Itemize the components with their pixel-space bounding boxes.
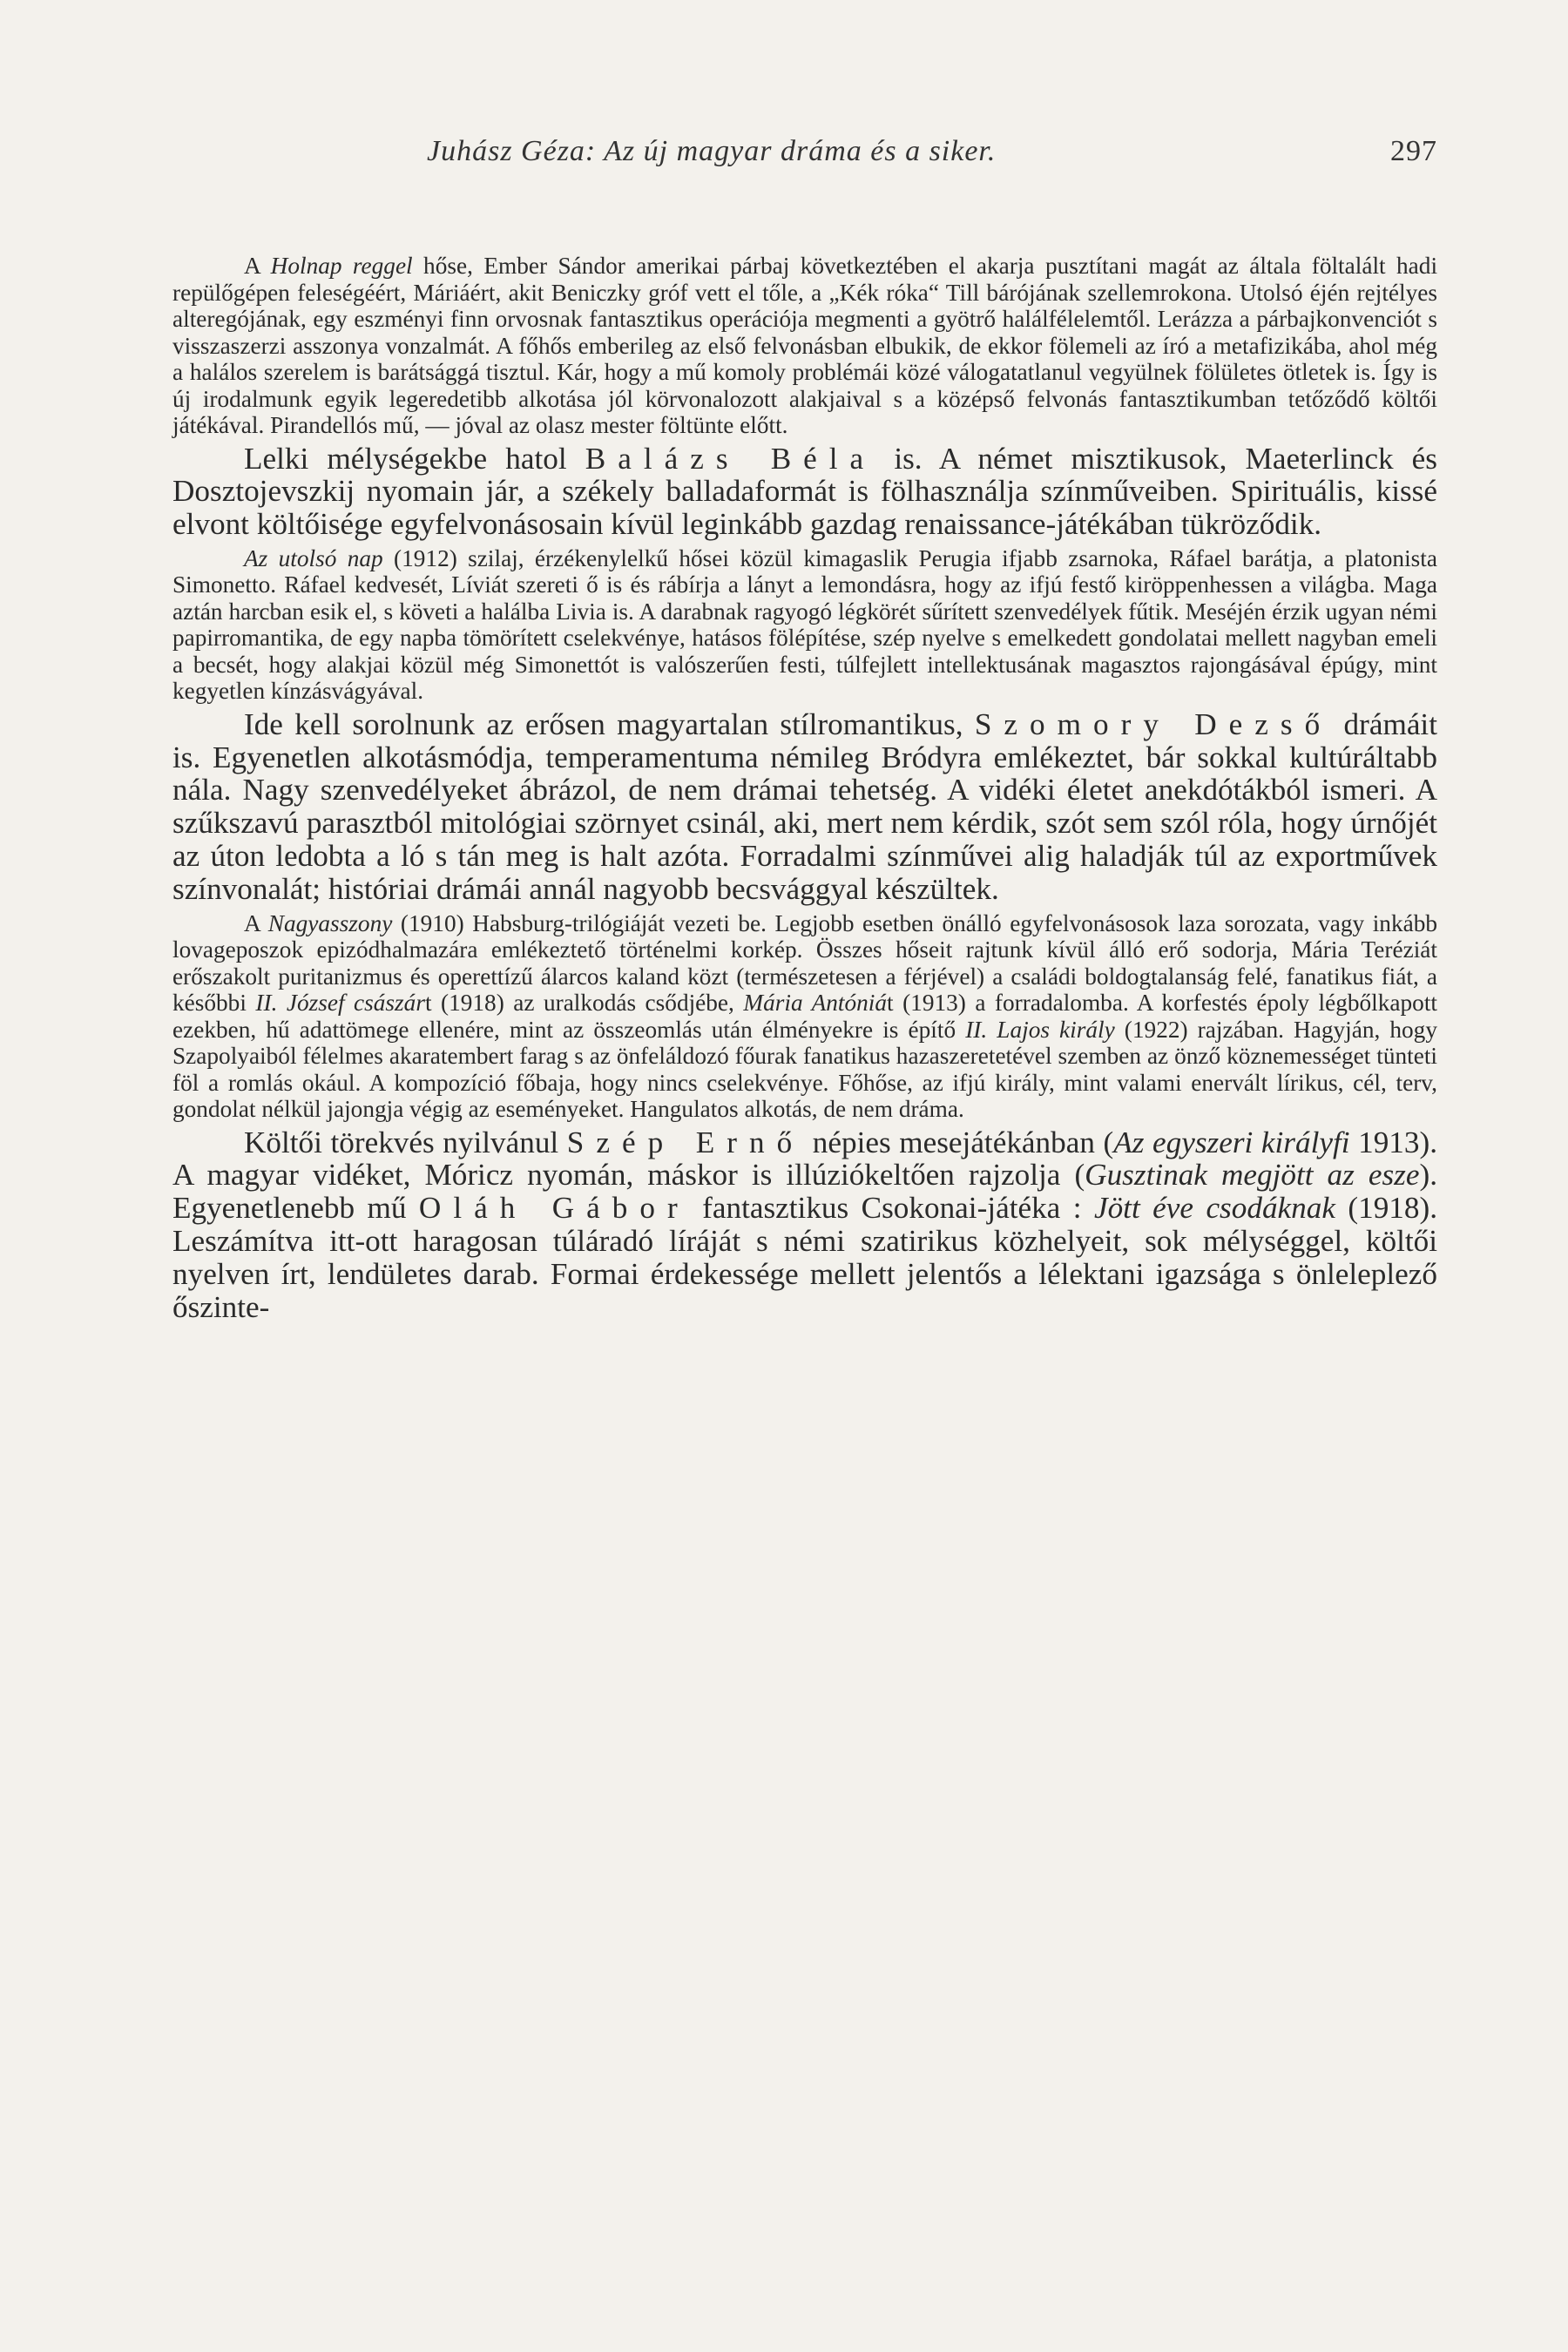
text-run: 1913). A magyar vidéket, Móricz nyomán, máskor is illúziókeltően rajzolja (	[172, 1125, 1438, 1193]
text-run: Ide kell sorolnunk az erősen magyartalan stílromantikus,	[244, 706, 975, 741]
page-number: 297	[1390, 135, 1437, 167]
text-run: ). Egyenetlenebb mű	[172, 1158, 1437, 1226]
page-header	[174, 135, 1437, 179]
italic-title: Az egyszeri királyfi	[1113, 1125, 1350, 1159]
italic-title: Mária Antóniá	[743, 990, 888, 1017]
author-name: Szomory Dezső	[974, 706, 1333, 741]
text-run: hőse, Ember Sándor amerikai párbaj következtében el akarja pusztítani magát az általa föltalált hadi repülőgépen feleségéért, Máriáért, akit Beniczky gróf vett el tőle, a „Kék róka“ Till bárójának szellemrokona. Utolsó éjén rejtélyes alteregójának, egy eszményi finn orvosnak fantasztikus operációja megmenti a gyötrő halálfélelemtől. Lerázza a párbajkonvenciót s visszaszerzi asszonya vonzalmát. A főhős emberileg az első felvonásban elbukik, de ekkor fölemeli az író a metafizikába, ahol még a halálos szerelem is barátsággá tisztul. Kár, hogy a mű komoly problémái közé válogatatlanul vegyülnek fölületes ötletek is. Így is új irodalmunk egyik legeredetibb alkotása jól körvonalozott alakjaival s a középső felvonás fantasztikumban tetőződő költői játékával. Pirandellós mű, — jóval az olasz mester föltünte előtt.	[172, 253, 1438, 438]
paragraph	[172, 545, 1437, 705]
text-run: (1918). Leszámítva itt-ott haragosan túláradó líráját s némi szatirikus közhelyeit, sok mélységgel, költői nyelven írt, lendületes darab. Formai érdekessége mellett jelentős a lélektani igazsága s önleleplező őszinte-	[172, 1191, 1438, 1324]
text-run: (1912) szilaj, érzékenylelkű hősei közül kimagaslik Perugia ifjabb zsarnoka, Ráfael barátja, a platonista Simonetto. Ráfael kedvesét, Líviát szereti ő is és rábírja a lányt a lemondásra, hogy az ifjú festő kiröppenhessen a világba. Maga aztán harcban esik el, s követi a halálba Livia is. A darabnak ragyogó légkörét sűrített szenvedélyek fűtik. Meséjén érzik ugyan némi papirromantika, de egy napba tömörített cselekvénye, hatásos fölépítése, szép nyelve s emelkedett gondolatai mellett nagyban emeli a becsét, hogy alakjai közül még Simonettót is valószerűen festi, túlfejlett intellektusának magasztos rajongásával épúgy, mint kegyetlen kínzásvágyával.	[172, 544, 1437, 705]
paragraph	[172, 708, 1437, 906]
text-run: drámáit is. Egyenetlen alkotásmódja, temperamentuma némileg Bródyra emlékeztet, bár sokkal kultúráltabb nála. Nagy szenvedélyeket ábrázol, de nem drámai tehetség. A vidéki életet anekdótákból ismeri. A szűkszavú parasztból mitológiai szörnyet csinál, aki, mert nem kérdik, szót sem szól róla, hogy úrnőjét az úton ledobta a ló s tán meg is halt azóta. Forradalmi színművei alig haladják túl az exportművek színvonalát; históriai drámái annál nagyobb becsvággyal készültek.	[172, 706, 1437, 906]
text-run: (1922) rajzában. Hagyján, hogy Szapolyaiból félelmes akaratembert farag s az önfeláldozó főurak fanatikus hazaszeretetével szemben az önző köznemességet tünteti föl a romlás okául. A kompozíció főbaja, hogy nincs cselekvénye. Főhőse, az ifjú király, mint valami enervált lírikus, cél, terv, gondolat nélkül jajongja végig az eseményeket. Hangulatos alkotás, de nem dráma.	[172, 1016, 1437, 1123]
author-name: Szép Ernő	[566, 1125, 805, 1159]
italic-title: II. József császár	[255, 990, 425, 1017]
text-run: A	[244, 909, 268, 936]
text-run: t (1918) az uralkodás csődjébe,	[424, 990, 744, 1017]
italic-title: II. Lajos király	[965, 1016, 1115, 1043]
text-run: A	[244, 253, 271, 279]
text-run: fantasztikus Csokonai-játéka :	[689, 1191, 1094, 1226]
paragraph	[172, 443, 1437, 541]
italic-title: Jött éve csodáknak	[1093, 1191, 1335, 1226]
text-run: is. A német misztikusok, Maeterlinck és Dosztojevszkij nyomain jár, a székely balladaformát is fölhasználja színműveiben. Spirituális, kissé elvont költőisége egyfelvonásosain kívül leginkább gazdag renaissance-játékában tükröződik.	[172, 441, 1437, 542]
body-text	[172, 253, 1437, 1323]
paragraph	[172, 253, 1437, 439]
paragraph	[172, 1126, 1437, 1324]
running-head: Juhász Géza: Az új magyar dráma és a siker.	[427, 135, 997, 167]
italic-title: Nagyasszony	[267, 909, 393, 936]
text-run: t (1913) a forradalomba. A korfestés époly légbőlkapott ezekben, hű adattömege ellenére, mint az összeomlás után élményekre is építő	[172, 990, 1437, 1043]
text-run: Költői törekvés nyilvánul	[244, 1125, 567, 1159]
text-run: Lelki mélységekbe hatol	[244, 441, 585, 476]
text-run: (1910) Habsburg-trilógiáját vezeti be. Legjobb esetben önálló egyfelvonásosok laza sorozata, vagy inkább lovageposzok epizódhalmazára emlékeztető történelmi korkép. Összes hőseit rajtunk kívül álló erő sodorja, Mária Teréziát erőszakolt puritanizmus és operettízű álarcos kaland közt (természetesen a férjével) a családi boldogtalanság felé, fanatikus fiát, a későbbi	[172, 909, 1438, 1017]
text-run: népies mesejátékánban (	[804, 1125, 1114, 1159]
italic-title: Gusztinak megjött az esze	[1085, 1158, 1420, 1193]
paragraph	[172, 910, 1437, 1123]
author-name: Oláh Gábor	[418, 1191, 690, 1226]
italic-title: Holnap reggel	[270, 253, 413, 279]
italic-title: Az utolsó nap	[244, 544, 383, 571]
author-name: Balázs Béla	[585, 441, 876, 476]
